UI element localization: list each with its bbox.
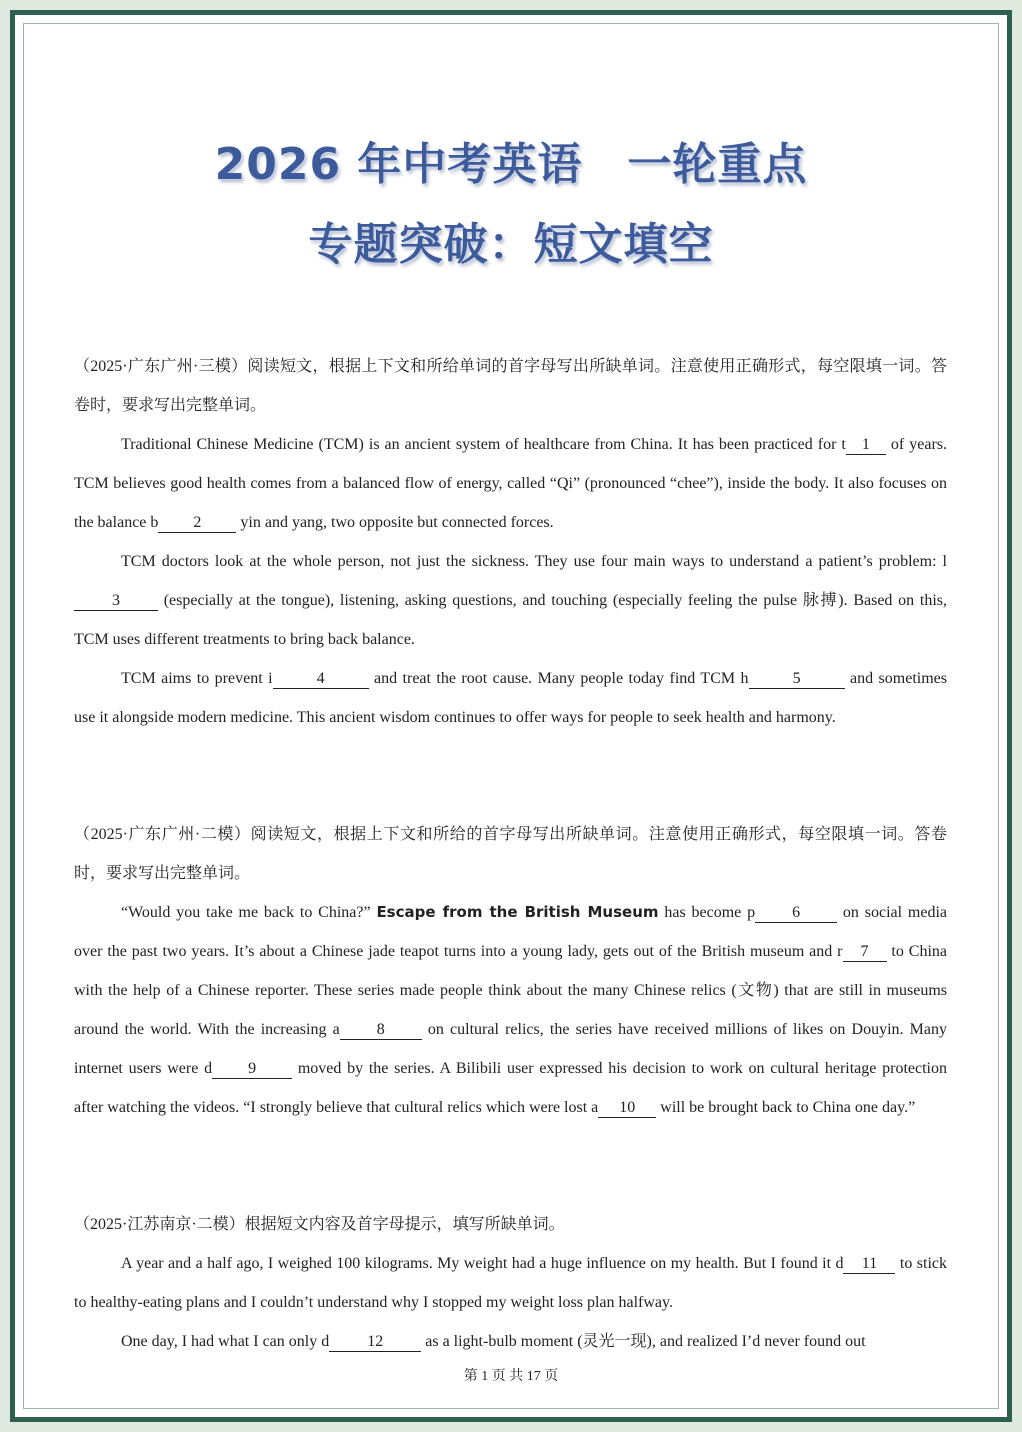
blank-12[interactable]: 12	[329, 1333, 421, 1352]
section-1-instruction: （2025·广东广州·三模）阅读短文，根据上下文和所给单词的首字母写出所缺单词。注意使用正确形式，每空限填一词。答卷时，要求写出完整单词。	[74, 358, 947, 414]
page-title-line2: 专题突破：短文填空	[308, 219, 714, 270]
blank-6[interactable]: 6	[755, 904, 837, 923]
page-number: 第 1 页 共 17 页	[463, 1369, 559, 1384]
blank-9[interactable]: 9	[212, 1060, 292, 1079]
blank-2[interactable]: 2	[158, 514, 236, 533]
section-3-instruction: （2025·江苏南京·二模）根据短文内容及首字母提示，填写所缺单词。	[74, 1216, 565, 1233]
blank-3[interactable]: 3	[74, 592, 158, 611]
section-1	[74, 347, 947, 737]
blank-10[interactable]: 10	[598, 1099, 656, 1118]
section-1-paragraph-1: Traditional Chinese Medicine (TCM) is an ancient system of healthcare from China. It has been practiced for t 1 of years. TCM believes good health comes from a balanced flow of energy, called “Qi” (pronounced “chee”), inside the body. It also focuses on the balance b 2 yin and yang, two opposite but connected forces.	[74, 436, 948, 531]
section-3-paragraph-2: One day, I had what I can only d 12 as a light-bulb moment (灵光一现), and realized I’d never found out	[121, 1333, 866, 1350]
section-3	[74, 1205, 947, 1361]
page-title-line1: 2026 年中考英语 一轮重点	[214, 139, 808, 190]
section-2-paragraph-1: “Would you take me back to China?” Escape from the British Museum has become p 6 on social media over the past two years. It’s about a Chinese jade teapot turns into a young lady, gets out of the British museum and r 7 to China with the help of a Chinese reporter. These series made people think about the many Chinese relics (文物) that are still in museums around the world. With the increasing a 8 on cultural relics, the series have received millions of likes on Douyin. Many internet users were d 9 moved by the series. A Bilibili user expressed his decision to work on cultural heritage protection after watching the videos. “I strongly believe that cultural relics which were lost a 10 will be brought back to China one day.”	[74, 903, 948, 1116]
blank-8[interactable]: 8	[340, 1021, 422, 1040]
blank-7[interactable]: 7	[843, 943, 887, 962]
blank-1[interactable]: 1	[846, 436, 886, 455]
section-1-paragraph-2: TCM doctors look at the whole person, not just the sickness. They use four main ways to understand a patient’s problem: l3 (especially at the tongue), listening, asking questions, and touching (especially feeling the pulse 脉搏). Based on this, TCM uses different treatments to bring back balance.	[74, 553, 947, 648]
section-2	[74, 815, 947, 1127]
section-3-paragraph-1: A year and a half ago, I weighed 100 kilograms. My weight had a huge influence on my health. But I found it d 11 to stick to healthy-eating plans and I couldn’t understand why I stopped my weight loss plan halfway.	[74, 1255, 947, 1311]
bold-title: Escape from the British Museum	[376, 903, 659, 921]
blank-4[interactable]: 4	[273, 670, 369, 689]
blank-5[interactable]: 5	[749, 670, 845, 689]
section-2-instruction: （2025·广东广州·二模）阅读短文，根据上下文和所给的首字母写出所缺单词。注意使用正确形式，每空限填一词。答卷时，要求写出完整单词。	[74, 826, 947, 882]
blank-11[interactable]: 11	[843, 1255, 895, 1274]
section-1-paragraph-3: TCM aims to prevent i 4 and treat the root cause. Many people today find TCM h 5 and sometimes use it alongside modern medicine. This ancient wisdom continues to offer ways for people to seek health and harmony.	[74, 670, 947, 726]
